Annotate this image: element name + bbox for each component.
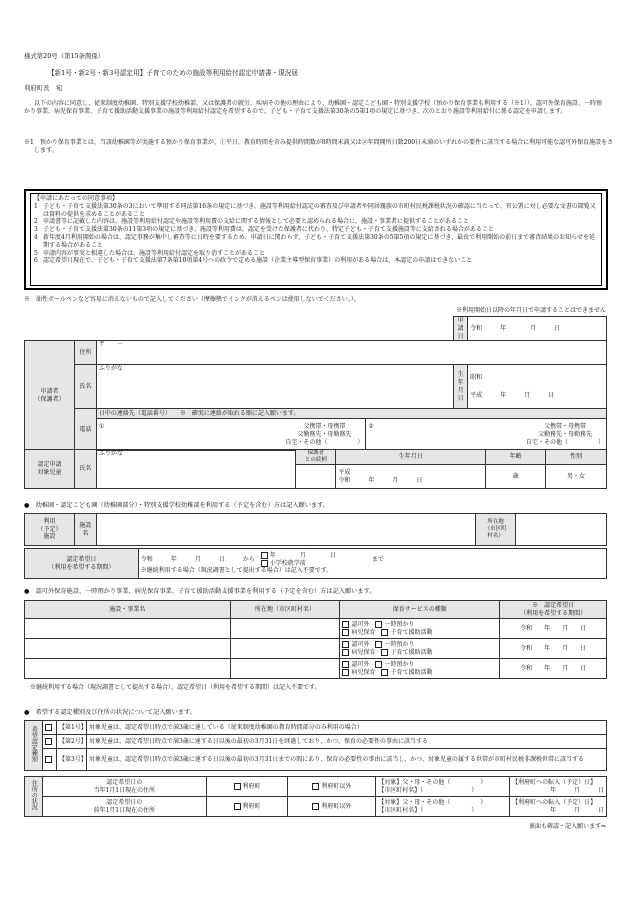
address-side-text: 住所の状況 bbox=[30, 780, 38, 811]
type3-code: 【第3号】 bbox=[56, 749, 86, 771]
sex-field[interactable]: 男・女 bbox=[546, 465, 607, 489]
phone-label: 電話 bbox=[74, 409, 96, 451]
target-city-field[interactable] bbox=[376, 797, 510, 817]
pen-note: ※ 油性ボールペンなど容易に消えないもので記入してください（摩擦熱でインクが消えるペンは使用しないでください。）。 bbox=[24, 296, 360, 303]
type3-checkbox[interactable] bbox=[45, 756, 52, 763]
type2-code: 【第2号】 bbox=[56, 735, 86, 749]
consent-item-number: 5 bbox=[34, 249, 38, 257]
intro-paragraph: 以下の内容に同意し、従来制度幼稚園、特別支援学校幼稚部、又は保護者の就労、疾病その他の理由により、幼稚園・認定こども園・特別支援学校（預かり保育事業も利用する（※1））、認可外保育施設、一時預かり事業、病児保育事業、子育て援助活動支援事業の施設等利用給付認定を希望するので、子ども・子育て支援法第30条の5第1項の規定に基づき、次のとおり施設等利用給付に係る認定を申請します。 bbox=[24, 100, 602, 115]
type-ichiji: 一時預かり bbox=[384, 620, 415, 628]
use-facility-label: 利用 （予定） 施設 bbox=[25, 514, 75, 546]
childcare-row bbox=[25, 619, 607, 639]
birth-label: 生年月日 bbox=[454, 365, 468, 409]
facility-name-label: 施設名 bbox=[74, 514, 96, 546]
childcare-row bbox=[25, 659, 607, 679]
child-name-label: 氏名 bbox=[74, 450, 96, 489]
age-field[interactable]: 歳 bbox=[486, 465, 546, 489]
cc-type-field[interactable] bbox=[340, 619, 500, 639]
category-heading-text: 希望する認定種別及び住所の状況について記入願います。 bbox=[35, 709, 196, 716]
childcare-heading-text: 認可外保育施設、一時預かり事業、病児保育事業、子育て援助活動支援事業を利用する（予定を含む）方は記入願います。 bbox=[35, 588, 376, 595]
era-heisei: 平成 年 月 日 bbox=[470, 391, 555, 399]
type-ninkagai: 認可外 bbox=[351, 660, 370, 668]
target-text: 【対象】父・母・その他（ ） bbox=[378, 778, 487, 786]
type3-cell[interactable] bbox=[42, 749, 56, 771]
consent-item-text: 新年度4月利用開始の場合は、認定事務が集中し審査等に日時を要するため、申請日に関わらず、子ども・子育て支援法第30条の5第5項の規定に基づき、最長で利用開始の前日まで審査結果のお知らせを延期する場合があること bbox=[43, 233, 595, 249]
type-byoji: 病児保育 bbox=[351, 648, 376, 656]
kindergarten-heading-text: 幼稚園・認定こども園（幼稚園部分）・特別支援学校幼稚部を利用する（予定を含む）方は記入願います。 bbox=[35, 502, 329, 509]
addressee: 利府町長 宛 bbox=[24, 84, 63, 92]
form-title: 【新1号・新2号・新3号認定用】子育てのための施設等利用給付認定申請書・現況届 bbox=[48, 69, 298, 77]
intro-note: ※1 預かり保育事業とは、当該幼稚園等が実施する預かり保育事業が、①平日、教育時間を含み提供時間数が8時間未満又は②年間開所日数200日未満のいずれかの要件に該当する場合に利用可能な認可外保育施設をさします。 bbox=[24, 139, 614, 154]
birth-field[interactable] bbox=[468, 365, 607, 409]
type-ichiji-checkbox[interactable] bbox=[375, 661, 382, 668]
type-ichiji: 一時預かり bbox=[384, 660, 415, 668]
phone-2-opt2: 父勤務先・母勤務先 bbox=[537, 430, 592, 438]
opt-rifu-checkbox[interactable] bbox=[234, 803, 241, 810]
type-ichiji-checkbox[interactable] bbox=[375, 621, 382, 628]
age-label: 年齢 bbox=[486, 450, 546, 465]
opt-other-cell[interactable] bbox=[288, 777, 376, 797]
date-note: ※利用開始日以降の年月日で申請することはできません bbox=[455, 307, 606, 314]
childcare-heading: ● 認可外保育施設、一時預かり事業、病児保育事業、子育て援助活動支援事業を利用する（予定を含む）方は記入願います。 bbox=[24, 588, 376, 595]
relation-field[interactable] bbox=[296, 465, 336, 489]
facility-location-field[interactable] bbox=[516, 514, 607, 546]
child-birth-label: 生年月日 bbox=[336, 450, 486, 465]
wish-to-school: 小学校就学前 bbox=[269, 559, 306, 567]
consent-item-text: 子ども・子育て支援法第30条の3において準用する同法第16条の規定に基づき、施設等利用給付認定の審査及び申請者や同居親族の市町村民税課税状況の確認に当たって、官公署に対し必要な文書の閲覧又は資料の提供を求めることがあること bbox=[43, 202, 596, 218]
type-enjo: 子育て援助活動 bbox=[390, 668, 433, 676]
consent-item-text: 申請内容が事実と相違した場合は、施設等利用給付認定を取り消すことがあること bbox=[43, 249, 266, 257]
type1-text: 対象児童は、認定希望日時点で満3歳に達している（従来制度幼稚園の教育時間部分のみ利用の場合） bbox=[86, 721, 606, 735]
category-side-text: 希望認定種別 bbox=[30, 726, 38, 763]
address-status-row bbox=[25, 777, 607, 797]
opt-rifu: 利府町 bbox=[242, 802, 261, 810]
wish-to-date: 年 月 日 bbox=[269, 551, 336, 559]
child-table bbox=[24, 449, 607, 489]
type-enjo: 子育て援助活動 bbox=[390, 648, 433, 656]
opt-rifu: 利府町 bbox=[242, 782, 261, 790]
consent-item-number: 6 bbox=[34, 257, 38, 265]
type-ninkagai: 認可外 bbox=[351, 640, 370, 648]
category-table bbox=[24, 720, 607, 771]
type2-checkbox[interactable] bbox=[45, 738, 52, 745]
type-enjo-checkbox[interactable] bbox=[381, 649, 388, 656]
child-birth-field[interactable]: 平成 令和 年 月 日 bbox=[336, 465, 486, 489]
address-field[interactable]: 〒 － bbox=[96, 341, 606, 365]
childcare-continue-note: ※継続利用する場合（現況調書として提出する場合）、認定希望日（利用を希望する期間）は記入不要です。 bbox=[30, 684, 321, 691]
cc-type-field[interactable] bbox=[340, 639, 500, 659]
moved-in-label: 【利府町への転入（予定）日】 bbox=[512, 798, 597, 806]
address-row-label: 認定希望日の 当年1月1日現在の住所 bbox=[42, 777, 206, 797]
cc-location-field[interactable] bbox=[230, 639, 340, 659]
phone-1-opt1: 父携帯・母携帯 bbox=[303, 423, 346, 431]
child-name-field[interactable] bbox=[96, 450, 296, 489]
date-label: 申請日 bbox=[454, 317, 468, 341]
facility-location-label: 所在地 （市区町 村名） bbox=[476, 514, 516, 546]
childcare-table bbox=[24, 600, 607, 679]
consent-item bbox=[34, 257, 598, 265]
phone-1-field[interactable] bbox=[96, 419, 366, 451]
col-wish: ※ 認定希望日 （利用を希望する期間） bbox=[500, 601, 607, 619]
phone-1-opt2: 父勤務先・母勤務先 bbox=[297, 430, 352, 438]
phone-2-opt3: 自宅・その他（ ） bbox=[525, 438, 604, 446]
col-location: 所在地（市区町村名） bbox=[230, 601, 340, 619]
opt-rifu-cell[interactable] bbox=[206, 797, 288, 817]
date-field[interactable]: 令和 年 月 日 bbox=[468, 317, 607, 341]
wish-period-field[interactable] bbox=[138, 549, 606, 579]
type-enjo-checkbox[interactable] bbox=[381, 669, 388, 676]
sex-label: 性別 bbox=[546, 450, 607, 465]
moved-in-date: 年 月 日 bbox=[549, 806, 604, 814]
phone-2-field[interactable] bbox=[366, 419, 607, 451]
opt-other-checkbox[interactable] bbox=[312, 783, 319, 790]
type-byoji: 病児保育 bbox=[351, 668, 376, 676]
type-ninkagai-checkbox[interactable] bbox=[342, 661, 349, 668]
cc-location-field[interactable] bbox=[230, 659, 340, 679]
consent-item-number: 2 bbox=[34, 218, 38, 226]
type-ichiji-checkbox[interactable] bbox=[375, 641, 382, 648]
name-label: 氏名 bbox=[74, 365, 96, 409]
address-row-label: 認定希望日の 前年1月1日現在の住所 bbox=[42, 797, 206, 817]
type-enjo-checkbox[interactable] bbox=[381, 629, 388, 636]
cc-wish-field[interactable]: 令和 年 月 日 bbox=[500, 659, 607, 679]
consent-list bbox=[34, 203, 598, 265]
type2-cell[interactable] bbox=[42, 735, 56, 749]
cc-wish-field[interactable]: 令和 年 月 日 bbox=[500, 639, 607, 659]
applicant-label: 申請者 （保護者） bbox=[25, 341, 75, 451]
cc-facility-field[interactable] bbox=[25, 619, 231, 639]
opt-rifu-checkbox[interactable] bbox=[234, 783, 241, 790]
opt-other-checkbox[interactable] bbox=[312, 803, 319, 810]
era-showa: 昭和 bbox=[470, 374, 483, 382]
type-byoji-checkbox[interactable] bbox=[342, 629, 349, 636]
consent-item-text: 申請書等に記載した内容は、施設等利用給付認定や施設等利用費の支給に関する情報として必要と認められる場合に、施設・事業者に提供することがあること bbox=[43, 218, 470, 226]
type-byoji-checkbox[interactable] bbox=[342, 649, 349, 656]
consent-item-number: 4 bbox=[34, 233, 38, 241]
type-byoji: 病児保育 bbox=[351, 628, 376, 636]
cc-type-field[interactable] bbox=[340, 659, 500, 679]
wish-period-label: 認定希望日 （利用を希望する期間） bbox=[25, 549, 139, 579]
category-heading: ● 希望する認定種別及び住所の状況について記入願います。 bbox=[24, 709, 196, 716]
opt-rifu-cell[interactable] bbox=[206, 777, 288, 797]
wish-from: 令和 年 月 日 から bbox=[140, 555, 255, 563]
type-byoji-checkbox[interactable] bbox=[342, 669, 349, 676]
kindergarten-table bbox=[24, 513, 607, 546]
col-facility: 施設・事業名 bbox=[25, 601, 231, 619]
opt-other: 利府町以外 bbox=[321, 802, 352, 810]
target-city-field[interactable] bbox=[376, 777, 510, 797]
moved-in-date: 年 月 日 bbox=[549, 786, 604, 794]
consent-item-number: 1 bbox=[34, 202, 38, 210]
type1-checkbox[interactable] bbox=[45, 724, 52, 731]
city-text: 【市区町村名】（ ） bbox=[378, 806, 478, 814]
opt-other: 利府町以外 bbox=[321, 782, 352, 790]
address-side-label bbox=[25, 777, 43, 817]
phone-header: 日中の連絡先（電話番号） ※ 確実に連絡が取れる順に記入願います。 bbox=[96, 409, 606, 419]
consent-item bbox=[34, 203, 598, 219]
category-side-label bbox=[25, 721, 43, 771]
consent-item bbox=[34, 226, 598, 234]
until-school-checkbox[interactable] bbox=[261, 560, 268, 567]
kindergarten-heading: ● 幼稚園・認定こども園（幼稚園部分）・特別支援学校幼稚部を利用する（予定を含む）方は記入願います。 bbox=[24, 502, 329, 509]
cc-facility-field[interactable] bbox=[25, 659, 231, 679]
address-label: 住所 bbox=[74, 341, 96, 365]
furigana-label: ふりがな bbox=[98, 365, 123, 373]
wish-until: まで bbox=[371, 555, 384, 563]
type-ninkagai-checkbox[interactable] bbox=[342, 641, 349, 648]
type-enjo: 子育て援助活動 bbox=[390, 628, 433, 636]
consent-item-text: 子ども・子育て支援法第30条の11第3項の規定に基づき、施設等利用費は、認定を受けた保護者に代わり、特定子ども・子育て支援施設等に支給される場合があること bbox=[43, 226, 494, 234]
type1-cell[interactable] bbox=[42, 721, 56, 735]
target-text: 【対象】父・母・その他（ ） bbox=[378, 798, 487, 806]
facility-name-field[interactable] bbox=[96, 514, 475, 546]
footer-note: 裏面も確認・記入願います⇒ bbox=[528, 823, 606, 830]
child-furigana: ふりがな bbox=[98, 450, 123, 457]
wish-period-table bbox=[24, 548, 607, 579]
phone-1-opt3: 自宅・その他（ ） bbox=[285, 438, 364, 446]
cc-location-field[interactable] bbox=[230, 619, 340, 639]
consent-item-number: 3 bbox=[34, 226, 38, 234]
address-status-table bbox=[24, 776, 607, 817]
type-ninkagai: 認可外 bbox=[351, 620, 370, 628]
form-number: 様式第20号（第15条関係） bbox=[24, 52, 105, 60]
consent-item bbox=[34, 234, 598, 250]
child-label: 認定申請 対象児童 bbox=[25, 450, 75, 489]
city-text: 【市区町村名】（ ） bbox=[378, 786, 478, 794]
type-ichiji: 一時預かり bbox=[384, 640, 415, 648]
phone-2-opt1: 父携帯・母携帯 bbox=[543, 423, 586, 431]
moved-in-label: 【利府町への転入（予定）日】 bbox=[512, 778, 597, 786]
col-type: 保育サービスの種類 bbox=[340, 601, 500, 619]
type2-text: 対象児童は、認定希望日時点で満3歳に達する日以後の最初の3月31日を経過しており、かつ、保育の必要性の事由に該当する bbox=[86, 735, 606, 749]
moved-in-field[interactable] bbox=[510, 777, 607, 797]
moved-in-field[interactable] bbox=[510, 797, 607, 817]
cc-facility-field[interactable] bbox=[25, 639, 231, 659]
applicant-table bbox=[24, 316, 607, 451]
opt-other-cell[interactable] bbox=[288, 797, 376, 817]
type3-text: 対象児童は、認定希望日時点で満3歳に達する日以後の最初の3月31日までの間にあり、保育の必要性の事由に該当し、かつ、対象児童の属する世帯が市町村民税非課税世帯に該当する bbox=[86, 749, 606, 771]
phone-2-number: ② bbox=[368, 423, 374, 431]
address-status-row bbox=[25, 797, 607, 817]
type1-code: 【第1号】 bbox=[56, 721, 86, 735]
cc-wish-field[interactable]: 令和 年 月 日 bbox=[500, 619, 607, 639]
type-ninkagai-checkbox[interactable] bbox=[342, 621, 349, 628]
name-field[interactable] bbox=[96, 365, 453, 409]
relation-label: 保護者 との続柄 bbox=[296, 450, 336, 465]
phone-1-number: ① bbox=[98, 423, 105, 431]
childcare-row bbox=[25, 639, 607, 659]
consent-item-text: 認定希望日現在で、子ども・子育て支援法第7条第10項第4号への政令で定める施設（企業主導型保育事業）の利用がある場合は、本認定の申請はできないこと bbox=[43, 257, 473, 265]
consent-box bbox=[24, 189, 608, 290]
consent-heading: 【申請にあたっての同意事項】 bbox=[34, 195, 119, 202]
until-date-checkbox[interactable] bbox=[261, 552, 268, 559]
kindergarten-continue-note: ※継続利用する場合（現況調書として提出する場合）は記入不要です。 bbox=[140, 567, 333, 575]
